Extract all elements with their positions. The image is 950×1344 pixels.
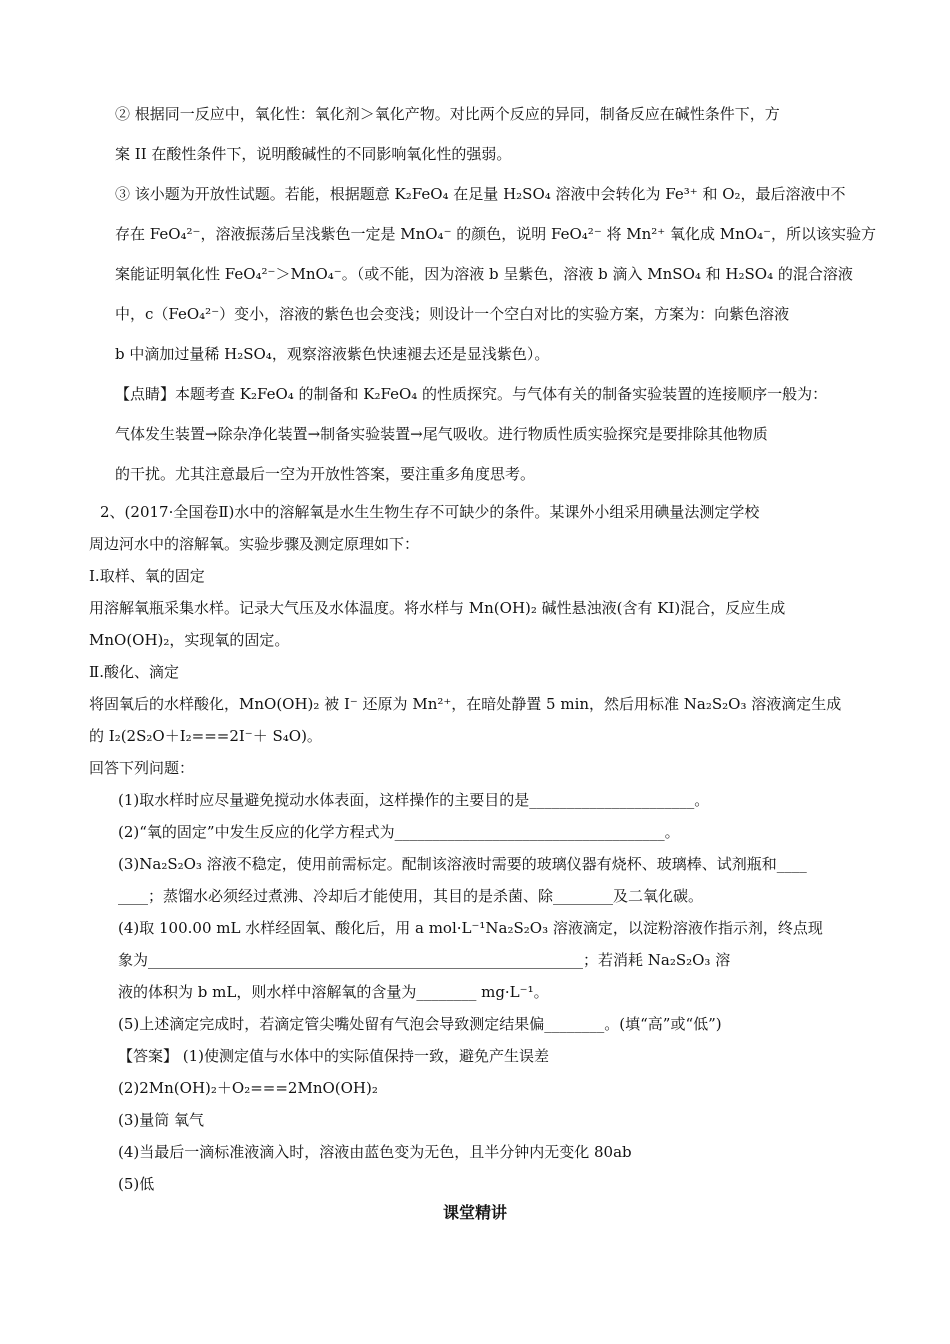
section-title: 课堂精讲 [442,1203,507,1222]
sub-question-5: (5)上述滴定完成时，若滴定管尖嘴处留有气泡会导致测定结果偏________。(填“高”或“低”) [118,1015,722,1033]
answer-line: 【答案】 (1)使测定值与水体中的实际值保持一致，避免产生误差 [118,1047,550,1065]
analysis-point-3-line: 中，c（FeO₄²⁻）变小，溶液的紫色也会变浅；则设计一个空白对比的实验方案，方案为：向紫色溶液 [115,305,790,323]
step-2-title: Ⅱ.酸化、滴定 [89,663,179,681]
sub-question-4: 液的体积为 b mL，则水样中溶解氧的含量为________ mg·L⁻¹。 [118,983,549,1001]
step-1-text: MnO(OH)₂，实现氧的固定。 [89,631,290,649]
step-1-title: Ⅰ.取样、氧的固定 [89,567,205,585]
analysis-point-3-line: b 中滴加过量稀 H₂SO₄，观察溶液紫色快速褪去还是显浅紫色）。 [115,345,550,363]
questions-heading: 回答下列问题： [89,759,195,777]
analysis-point-3-line: 存在 FeO₄²⁻，溶液振荡后呈浅紫色一定是 MnO₄⁻ 的颜色，说明 FeO₄²⁻ 将 Mn²⁺ 氧化成 MnO₄⁻，所以该实验方 [115,225,877,243]
answer-line: (5)低 [118,1175,155,1193]
answer-line: (2)2Mn(OH)₂＋O₂===2MnO(OH)₂ [118,1079,378,1097]
step-2-text: 将固氧后的水样酸化，MnO(OH)₂ 被 I⁻ 还原为 Mn²⁺，在暗处静置 5 min，然后用标准 Na₂S₂O₃ 溶液滴定生成 [89,695,842,713]
analysis-point-2-line: ② 根据同一反应中，氧化性：氧化剂＞氧化产物。对比两个反应的异同，制备反应在碱性条件下，方 [115,105,780,123]
answer-line: (3)量筒 氧气 [118,1111,205,1129]
sub-question-2: (2)“氧的固定”中发生反应的化学方程式为____________________________________。 [118,823,680,841]
sub-question-3: ____；蒸馏水必须经过煮沸、冷却后才能使用，其目的是杀菌、除________及二氧化碳。 [118,887,704,905]
dianjing-note-line: 的干扰。尤其注意最后一空为开放性答案，要注重多角度思考。 [115,465,536,483]
step-2-text: 的 I₂(2S₂O＋I₂===2I⁻＋ S₄O)。 [89,727,322,745]
analysis-point-2-line: 案 II 在酸性条件下，说明酸碱性的不同影响氧化性的强弱。 [115,145,512,163]
dianjing-note-line: 【点睛】本题考查 K₂FeO₄ 的制备和 K₂FeO₄ 的性质探究。与气体有关的制备实验装置的连接顺序一般为： [115,385,828,403]
analysis-point-3-line: ③ 该小题为开放性试题。若能，根据题意 K₂FeO₄ 在足量 H₂SO₄ 溶液中会转化为 Fe³⁺ 和 O₂，最后溶液中不 [115,185,846,203]
sub-question-3: (3)Na₂S₂O₃ 溶液不稳定，使用前需标定。配制该溶液时需要的玻璃仪器有烧杯、玻璃棒、试剂瓶和____ [118,855,807,873]
sub-question-1: (1)取水样时应尽量避免搅动水体表面，这样操作的主要目的是______________________。 [118,791,710,809]
sub-question-4: 象为__________________________________________________________；若消耗 Na₂S₂O₃ 溶 [118,951,731,969]
dianjing-note-line: 气体发生装置→除杂净化装置→制备实验装置→尾气吸收。进行物质性质实验探究是要排除其他物质 [115,425,768,443]
question-2-intro: 周边河水中的溶解氧。实验步骤及测定原理如下： [89,535,420,553]
analysis-point-3-line: 案能证明氧化性 FeO₄²⁻＞MnO₄⁻。（或不能，因为溶液 b 呈紫色，溶液 b 滴入 MnSO₄ 和 H₂SO₄ 的混合溶液 [115,265,853,283]
step-1-text: 用溶解氧瓶采集水样。记录大气压及水体温度。将水样与 Mn(OH)₂ 碱性悬浊液(含有 KI)混合，反应生成 [89,599,786,617]
question-2-intro: 2、(2017·全国卷Ⅱ)水中的溶解氧是水生生物生存不可缺少的条件。某课外小组采用碘量法测定学校 [100,503,760,521]
answer-line: (4)当最后一滴标准液滴入时，溶液由蓝色变为无色，且半分钟内无变化 80ab [118,1143,632,1161]
sub-question-4: (4)取 100.00 mL 水样经固氧、酸化后，用 a mol·L⁻¹Na₂S₂O₃ 溶液滴定，以淀粉溶液作指示剂，终点现 [118,919,823,937]
